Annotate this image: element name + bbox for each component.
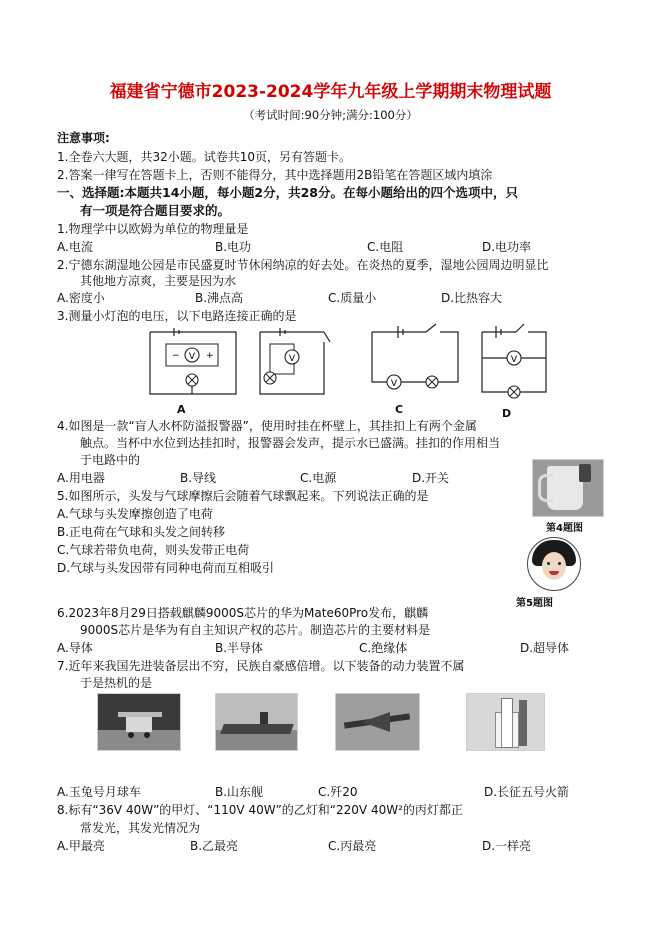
q7-stem: 7.近年来我国先进装备层出不穷，民族自豪感倍增。以下装备的动力装置不属: [57, 659, 465, 673]
notes-heading: 注意事项:: [57, 131, 110, 145]
q7-stem-cont: 于是热机的是: [80, 676, 153, 690]
q4-option-b: B.导线: [180, 471, 217, 485]
rocket-photo: [466, 693, 545, 751]
q6-option-a: A.导体: [57, 641, 93, 655]
circuit-diagram-a: [148, 330, 238, 400]
q1-option-c: C.电阻: [367, 240, 404, 254]
q6-stem-cont: 9000S芯片是华为有自主知识产权的芯片。制造芯片的主要材料是: [80, 623, 431, 637]
q7-option-d: D.长征五号火箭: [484, 785, 570, 799]
circuit-diagram-b: [258, 330, 338, 400]
page-title: 福建省宁德市2023-2024学年九年级上学期期末物理试题: [109, 82, 552, 102]
section-heading-cont: 有一项是符合题目要求的。: [80, 203, 231, 218]
q7-option-a: A.玉兔号月球车: [57, 785, 141, 799]
q6-option-b: B.半导体: [215, 641, 264, 655]
q6-option-c: C.绝缘体: [359, 641, 408, 655]
q5-stem: 5.如图所示，头发与气球摩擦后会随着气球飘起来。下列说法正确的是: [57, 489, 429, 503]
aircraft-carrier-photo: [215, 693, 298, 751]
circuit-label-c: C: [395, 403, 404, 416]
circuit-diagram-c: [370, 330, 460, 389]
q2-stem-cont: 其他地方凉爽，主要是因为水: [80, 274, 237, 288]
q5-option-b: B.正电荷在气球和头发之间转移: [57, 525, 226, 539]
q7-option-b: B.山东舰: [215, 785, 264, 799]
q8-stem-cont: 常发光，其发光情况为: [80, 821, 201, 835]
q1-stem: 1.物理学中以欧姆为单位的物理量是: [57, 222, 249, 236]
lunar-rover-photo: [97, 693, 181, 751]
q5-option-d: D.气球与头发因带有同种电荷而互相吸引: [57, 561, 275, 575]
section-heading: 一、选择题:本题共14小题，每小题2分，共28分。在每小题给出的四个选项中，只: [57, 185, 518, 200]
girl-balloon-photo: [527, 537, 581, 591]
q4-stem-cont: 于电路中的: [80, 453, 141, 467]
q2-option-d: D.比热容大: [441, 291, 503, 305]
q4-option-c: C.电源: [300, 471, 337, 485]
circuit-label-d: D: [502, 407, 512, 420]
q8-option-c: C.丙最亮: [328, 839, 377, 853]
q4-stem: 4.如图是一款“盲人水杯防溢报警器”，使用时挂在杯壁上，其挂扣上有两个金属: [57, 419, 477, 433]
q4-option-a: A.用电器: [57, 471, 105, 485]
q4-option-d: D.开关: [412, 471, 450, 485]
cup-alarm-photo: [532, 459, 604, 517]
page-subtitle: （考试时间:90分钟;满分:100分）: [243, 108, 418, 122]
circuit-diagram-d: [480, 330, 548, 400]
figure-5-caption: 第5题图: [516, 598, 553, 609]
q6-option-d: D.超导体: [520, 641, 570, 655]
q2-option-a: A.密度小: [57, 291, 105, 305]
voltmeter-label: V: [390, 379, 398, 389]
q1-option-b: B.电功: [215, 240, 252, 254]
q8-stem: 8.标有“36V 40W”的甲灯、“110V 40W”的乙灯和“220V 40W²的丙灯都正: [57, 803, 463, 817]
voltmeter-label: V: [510, 355, 518, 365]
svg-text:−: −: [172, 351, 180, 361]
q1-option-d: D.电功率: [482, 240, 532, 254]
q2-option-c: C.质量小: [328, 291, 377, 305]
figure-4-caption: 第4题图: [546, 523, 583, 534]
q4-stem-cont: 触点。当杯中水位到达挂扣时，报警器会发声，提示水已盛满。挂扣的作用相当: [80, 436, 501, 450]
q3-stem: 3.测量小灯泡的电压，以下电路连接正确的是: [57, 309, 297, 323]
q2-option-b: B.沸点高: [195, 291, 244, 305]
notes-item: 2.答案一律写在答题卡上，否则不能得分，其中选择题用2B铅笔在答题区域内填涂: [57, 168, 493, 182]
voltmeter-label: V: [188, 352, 196, 362]
q8-option-a: A.甲最亮: [57, 839, 105, 853]
q1-option-a: A.电流: [57, 240, 93, 254]
q8-option-d: D.一样亮: [482, 839, 532, 853]
circuit-label-a: A: [177, 403, 186, 416]
q2-stem: 2.宁德东湖湿地公园是市民盛夏时节休闲纳凉的好去处。在炎热的夏季，湿地公园周边明显比: [57, 258, 549, 272]
q5-option-c: C.气球若带负电荷，则头发带正电荷: [57, 543, 250, 557]
voltmeter-label: V: [288, 354, 296, 364]
q7-option-c: C.歼20: [318, 785, 358, 799]
fighter-jet-photo: [335, 693, 420, 751]
q8-option-b: B.乙最亮: [190, 839, 239, 853]
q6-stem: 6.2023年8月29日搭载麒麟9000S芯片的华为Mate60Pro发布，麒麟: [57, 606, 429, 620]
q5-option-a: A.气球与头发摩擦创造了电荷: [57, 507, 213, 521]
notes-item: 1.全卷六大题，共32小题。试卷共10页，另有答题卡。: [57, 150, 351, 164]
svg-text:+: +: [206, 351, 214, 361]
